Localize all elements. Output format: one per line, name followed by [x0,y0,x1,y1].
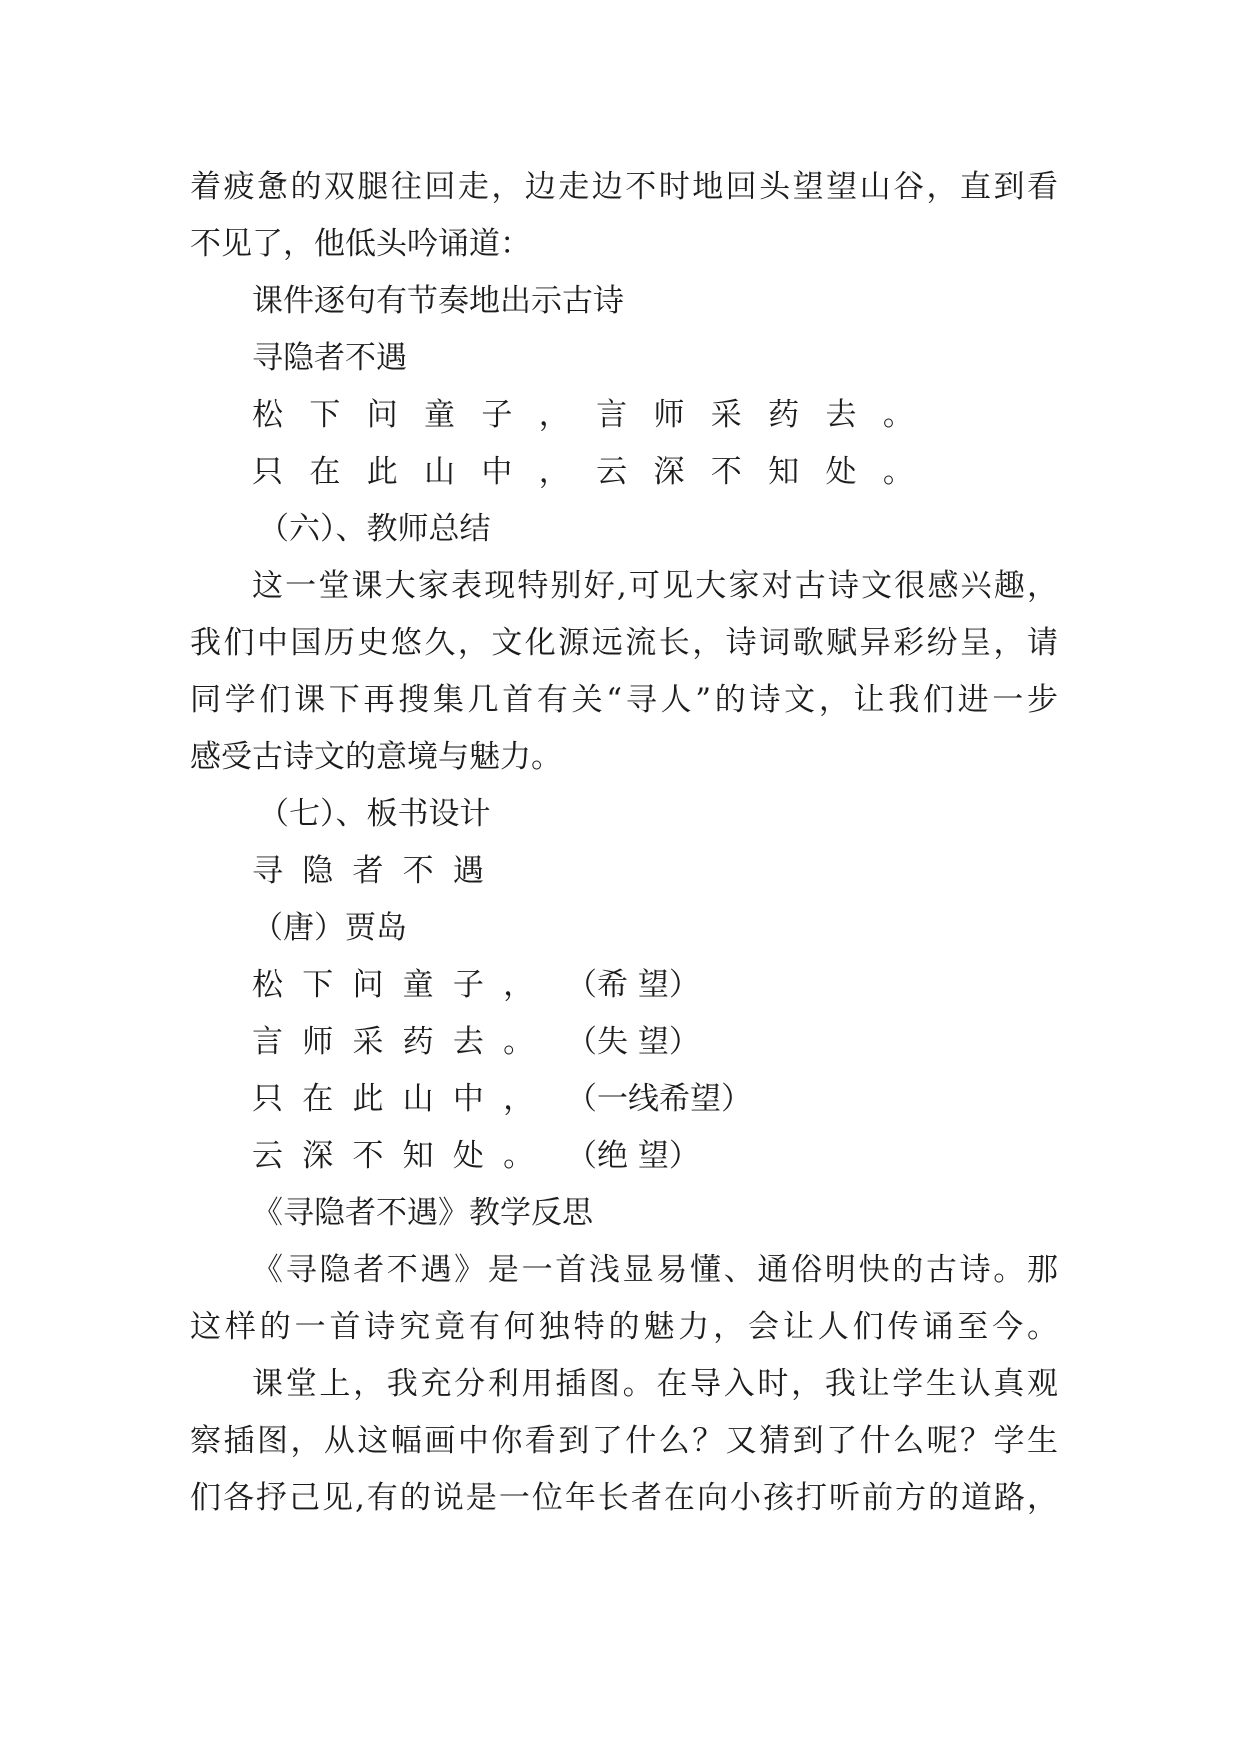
paragraph-line: 这样的一首诗究竟有何独特的魅力，会让人们传诵至今。 [190,1309,1058,1345]
board-verse: 言师采药去。 [252,1024,554,1060]
paragraph-line: 感受古诗文的意境与魅力。 [190,739,562,775]
poem-title: 寻隐者不遇 [252,340,407,376]
paragraph-line: 察插图，从这幅画中你看到了什么？又猜到了什么呢？学生 [190,1423,1058,1459]
paragraph-line: 课件逐句有节奏地出示古诗 [252,283,624,319]
board-title: 寻隐者不遇 [252,853,504,889]
section-heading: （七）、板书设计 [258,796,491,832]
board-verse: 只在此山中， [252,1081,554,1117]
board-note: （失 望） [566,1024,700,1060]
board-note: （一线希望） [566,1081,752,1117]
paragraph-line: 这一堂课大家表现特别好,可见大家对古诗文很感兴趣， [252,568,1058,604]
paragraph-line: 们各抒己见,有的说是一位年长者在向小孩打听前方的道路， [190,1480,1058,1516]
reflection-title: 《寻隐者不遇》教学反思 [252,1195,593,1231]
board-note: （希 望） [566,967,700,1003]
board-verse: 云深不知处。 [252,1138,554,1174]
board-note: （绝 望） [566,1138,700,1174]
board-author: （唐）贾岛 [252,910,407,946]
paragraph-line: 同学们课下再搜集几首有关“寻人”的诗文，让我们进一步 [190,682,1058,718]
poem-line: 只在此山中，云深不知处。 [252,454,941,490]
section-heading: （六）、教师总结 [258,511,491,547]
paragraph-line: 我们中国历史悠久，文化源远流长，诗词歌赋异彩纷呈，请 [190,625,1058,661]
paragraph-line: 《寻隐者不遇》是一首浅显易懂、通俗明快的古诗。那 [252,1252,1058,1288]
poem-line: 松下问童子，言师采药去。 [252,397,941,433]
paragraph-line: 着疲惫的双腿往回走，边走边不时地回头望望山谷，直到看 [190,169,1058,205]
board-verse: 松下问童子， [252,967,554,1003]
paragraph-line: 课堂上，我充分利用插图。在导入时，我让学生认真观 [252,1366,1058,1402]
paragraph-line: 不见了，他低头吟诵道： [190,226,531,262]
